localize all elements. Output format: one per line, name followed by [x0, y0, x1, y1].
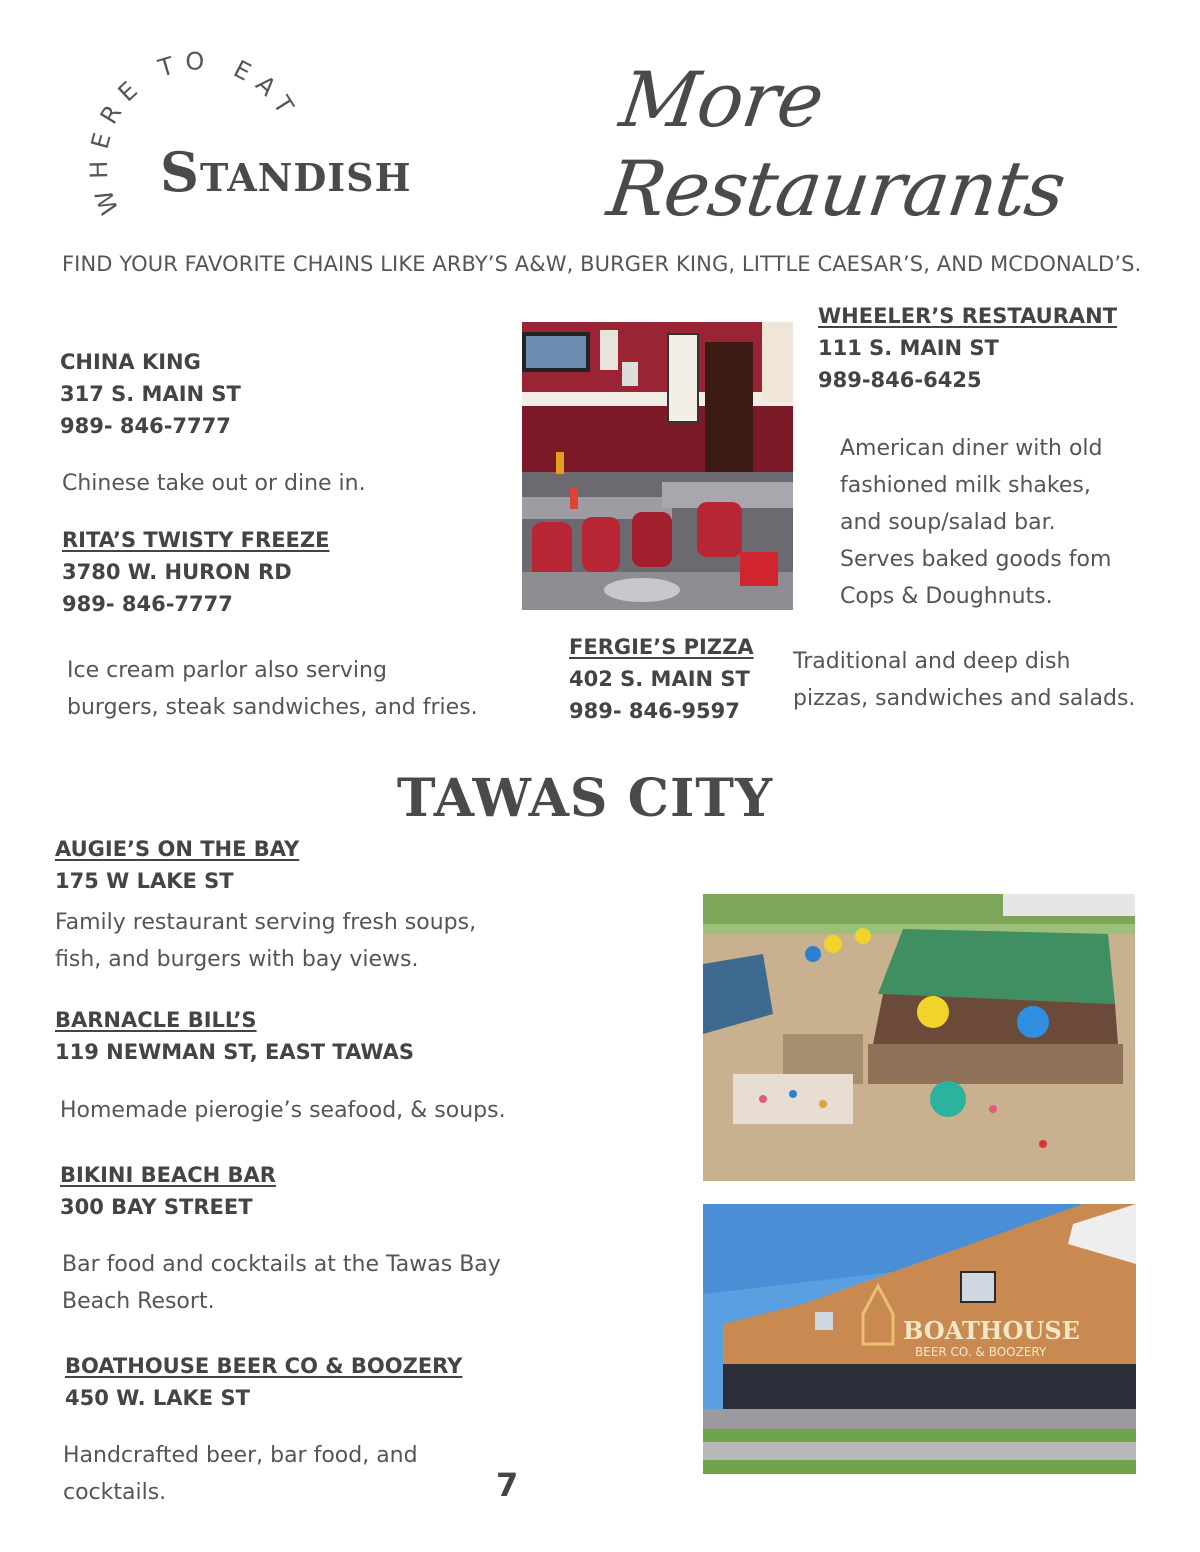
- description-line: Serves baked goods fom: [840, 547, 1112, 572]
- restaurant-name: WHEELER’S RESTAURANT: [818, 304, 1118, 328]
- boathouse-sign-subtext: BEER CO. & BOOZERY: [915, 1345, 1047, 1359]
- description-line: Family restaurant serving fresh soups,: [55, 910, 477, 935]
- restaurant-name: FERGIE’S PIZZA: [569, 635, 754, 659]
- page-number: 7: [496, 1466, 519, 1504]
- listing-boathouse: [65, 1350, 462, 1414]
- restaurant-phone: 989- 846-7777: [60, 414, 231, 438]
- restaurant-phone: 989- 846-9597: [569, 699, 740, 723]
- boathouse-description: [63, 1437, 418, 1511]
- restaurant-name: BIKINI BEACH BAR: [60, 1163, 276, 1187]
- fergies-description: [793, 643, 1135, 717]
- restaurant-address: 317 S. MAIN ST: [60, 382, 241, 406]
- restaurant-name: BOATHOUSE BEER CO & BOOZERY: [65, 1354, 463, 1378]
- boathouse-building-photo: [703, 1204, 1136, 1474]
- bikini-description: [62, 1246, 501, 1320]
- restaurant-address: 111 S. MAIN ST: [818, 336, 999, 360]
- listing-barnacle: [55, 1004, 414, 1068]
- restaurant-name: CHINA KING: [60, 350, 201, 374]
- town-title: Standish: [160, 140, 412, 204]
- restaurant-address: 450 W. LAKE ST: [65, 1386, 250, 1410]
- description-line: American diner with old: [840, 436, 1103, 461]
- description-line: Traditional and deep dish: [793, 649, 1071, 674]
- restaurant-address: 3780 W. HURON RD: [62, 560, 292, 584]
- china-king-description: Chinese take out or dine in.: [62, 471, 366, 496]
- description-line: Ice cream parlor also serving: [67, 658, 387, 683]
- wheelers-description: [840, 430, 1111, 615]
- description-line: Handcrafted beer, bar food, and: [63, 1443, 418, 1468]
- restaurant-phone: 989-846-6425: [818, 368, 982, 392]
- section-heading: TAWAS CITY: [396, 768, 774, 829]
- description-line: Beach Resort.: [62, 1289, 215, 1314]
- description-line: fish, and burgers with bay views.: [55, 947, 419, 972]
- boathouse-sign-text: BOATHOUSE: [903, 1316, 1080, 1345]
- listing-wheelers: [818, 300, 1117, 396]
- barnacle-description: Homemade pierogie’s seafood, & soups.: [60, 1098, 506, 1123]
- diner-interior-photo: [522, 322, 793, 610]
- listing-bikini: [60, 1159, 276, 1223]
- arc-text: WHERE TO EAT: [84, 47, 305, 219]
- listing-augies: [55, 833, 299, 897]
- restaurant-address: 175 W LAKE ST: [55, 869, 234, 893]
- description-line: and soup/salad bar.: [840, 510, 1056, 535]
- description-line: cocktails.: [63, 1480, 167, 1505]
- ritas-description: [67, 652, 478, 726]
- restaurant-name: RITA’S TWISTY FREEZE: [62, 528, 330, 552]
- beach-bar-aerial-photo: [703, 894, 1135, 1181]
- restaurant-address: 119 NEWMAN ST, EAST TAWAS: [55, 1040, 414, 1064]
- chains-note: FIND YOUR FAVORITE CHAINS LIKE ARBY’S A&W, BURGER KING, LITTLE CAESAR’S, AND MCDONALD’S.: [62, 252, 1142, 276]
- restaurant-name: BARNACLE BILL’S: [55, 1008, 257, 1032]
- restaurant-phone: 989- 846-7777: [62, 592, 233, 616]
- restaurant-address: 402 S. MAIN ST: [569, 667, 750, 691]
- restaurant-address: 300 BAY STREET: [60, 1195, 253, 1219]
- augies-description: [55, 904, 476, 978]
- listing-china-king: [60, 346, 241, 442]
- description-line: Bar food and cocktails at the Tawas Bay: [62, 1252, 501, 1277]
- description-line: Cops & Doughnuts.: [840, 584, 1053, 609]
- description-line: burgers, steak sandwiches, and fries.: [67, 695, 478, 720]
- script-title: More Restaurants: [602, 55, 1071, 233]
- description-line: pizzas, sandwiches and salads.: [793, 686, 1136, 711]
- description-line: fashioned milk shakes,: [840, 473, 1091, 498]
- listing-fergies: [569, 631, 754, 727]
- listing-ritas: [62, 524, 329, 620]
- restaurant-name: AUGIE’S ON THE BAY: [55, 837, 300, 861]
